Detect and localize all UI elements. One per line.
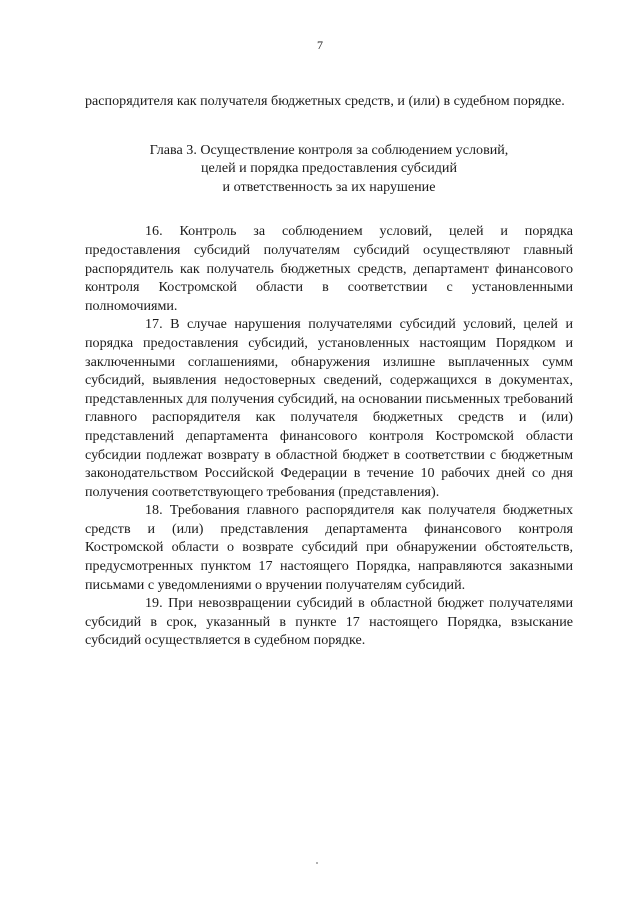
chapter-heading (85, 141, 573, 197)
paragraph-17: 17. В случае нарушения получателями субсидий условий, целей и порядка предоставления субсидий, установленных настоящим Порядком и заключенными соглашениями, обнаружения излишне выплаченных сумм субсидий, выявления недостоверных сведений, содержащихся в документах, представленных для получения субсидий, на основании письменных требований главного распорядителя как получателя бюджетных средств и (или) представлений департамента финансового контроля Костромской области субсидии подлежат возврату в областной бюджет в соответствии с бюджетным законодательством Российской Федерации в течение 10 рабочих дней со дня получения соответствующего требования (представления). (85, 316, 573, 500)
document-body (85, 92, 573, 650)
chapter-heading-line-2: целей и порядка предоставления субсидий (201, 160, 457, 177)
paragraph-16: 16. Контроль за соблюдением условий, целей и порядка предоставления субсидий получателям субсидий осуществляют главный распорядитель как получатель бюджетных средств, департамент финансового контроля Костромской области в соответствии с установленными полномочиями. (85, 223, 573, 314)
scan-speck (316, 862, 318, 864)
intro-paragraph: распорядителя как получателя бюджетных средств, и (или) в судебном порядке. (85, 93, 565, 109)
chapter-heading-line-1: Глава 3. Осуществление контроля за соблюдением условий, (149, 141, 509, 158)
paragraph-19: 19. При невозвращении субсидий в областной бюджет получателями субсидий в срок, указанный в пункте 17 настоящего Порядка, взыскание субсидий осуществляется в судебном порядке. (85, 595, 573, 649)
paragraph-18: 18. Требования главного распорядителя как получателя бюджетных средств и (или) представления департамента финансового контроля Костромской области о возврате субсидий при обнаружении обстоятельств, предусмотренных пунктом 17 настоящего Порядка, направляются заказными письмами с уведомлениями о вручении получателям субсидий. (85, 502, 573, 593)
page-number: 7 (317, 38, 323, 52)
chapter-heading-line-3: и ответственность за их нарушение (222, 178, 436, 195)
